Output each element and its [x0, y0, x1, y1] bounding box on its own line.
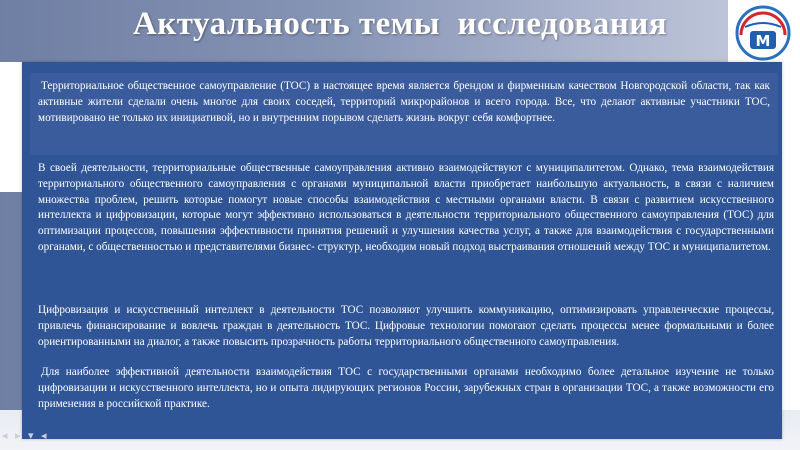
slide-nav-arrows-icon[interactable]: ◂ ▸ ▾ ◂	[2, 429, 49, 442]
left-accent-strip	[0, 62, 22, 192]
slide-title: Актуальность темы исследования	[132, 6, 668, 42]
university-logo-icon	[735, 5, 791, 61]
paragraph-relevance: В своей деятельности, территориальные общественные самоуправления активно взаимодействуют с муниципалитетом. Однако, тема взаимодействия территориального общественного самоуправления с органами муниципальной власти приобретает наибольшую актуальность, в связи с наличием множества проблем, решить которые помогут новые способы взаимодействия с местными органами власти. В связи с развитием искусственного интеллекта и цифровизации, которые могут эффективно использоваться в деятельности территориального общественного самоуправления (ТОС) для оптимизации процессов, повышения эффективности принятия решений и улучшения качества услуг, а также для взаимодействия с государственными органами, с общественностью и представителями бизнес- структур, необходим новый подход выстраивания отношений между ТОС и муниципалитетом.	[38, 162, 774, 253]
paragraph-digitalization: Цифровизация и искусственный интеллект в деятельности ТОС позволяют улучшить коммуникацию, оптимизировать управленческие процессы, привлечь финансирование и вовлечь граждан в деятельность ТОС. Цифровые технологии помогают сделать процессы менее формальными и более ориентированными на диалог, а также повысить прозрачность работы территориального общественного самоуправления.	[38, 304, 774, 348]
paragraph-intro: Территориальное общественное самоуправление (ТОС) в настоящее время является брендом и фирменным качеством Новгородской области, так как активные жители сделали очень многое для своих соседей, территорий микрорайонов и всего города. Все, что делают активные участники ТОС, мотивировано не только их инициативой, но и внутренним порывом сделать жизнь вокруг себя комфортнее.	[38, 80, 770, 124]
paragraph-conclusion: Для наиболее эффективной деятельности взаимодействия ТОС с государственными органами необходимо более детальное изучение не только цифровизации и искусственного интеллекта, но и опыта лидирующих регионов России, зарубежных стран в организации ТОС, а также возможности его применения в российской практике.	[38, 366, 774, 410]
logo-letter: М	[755, 32, 771, 50]
